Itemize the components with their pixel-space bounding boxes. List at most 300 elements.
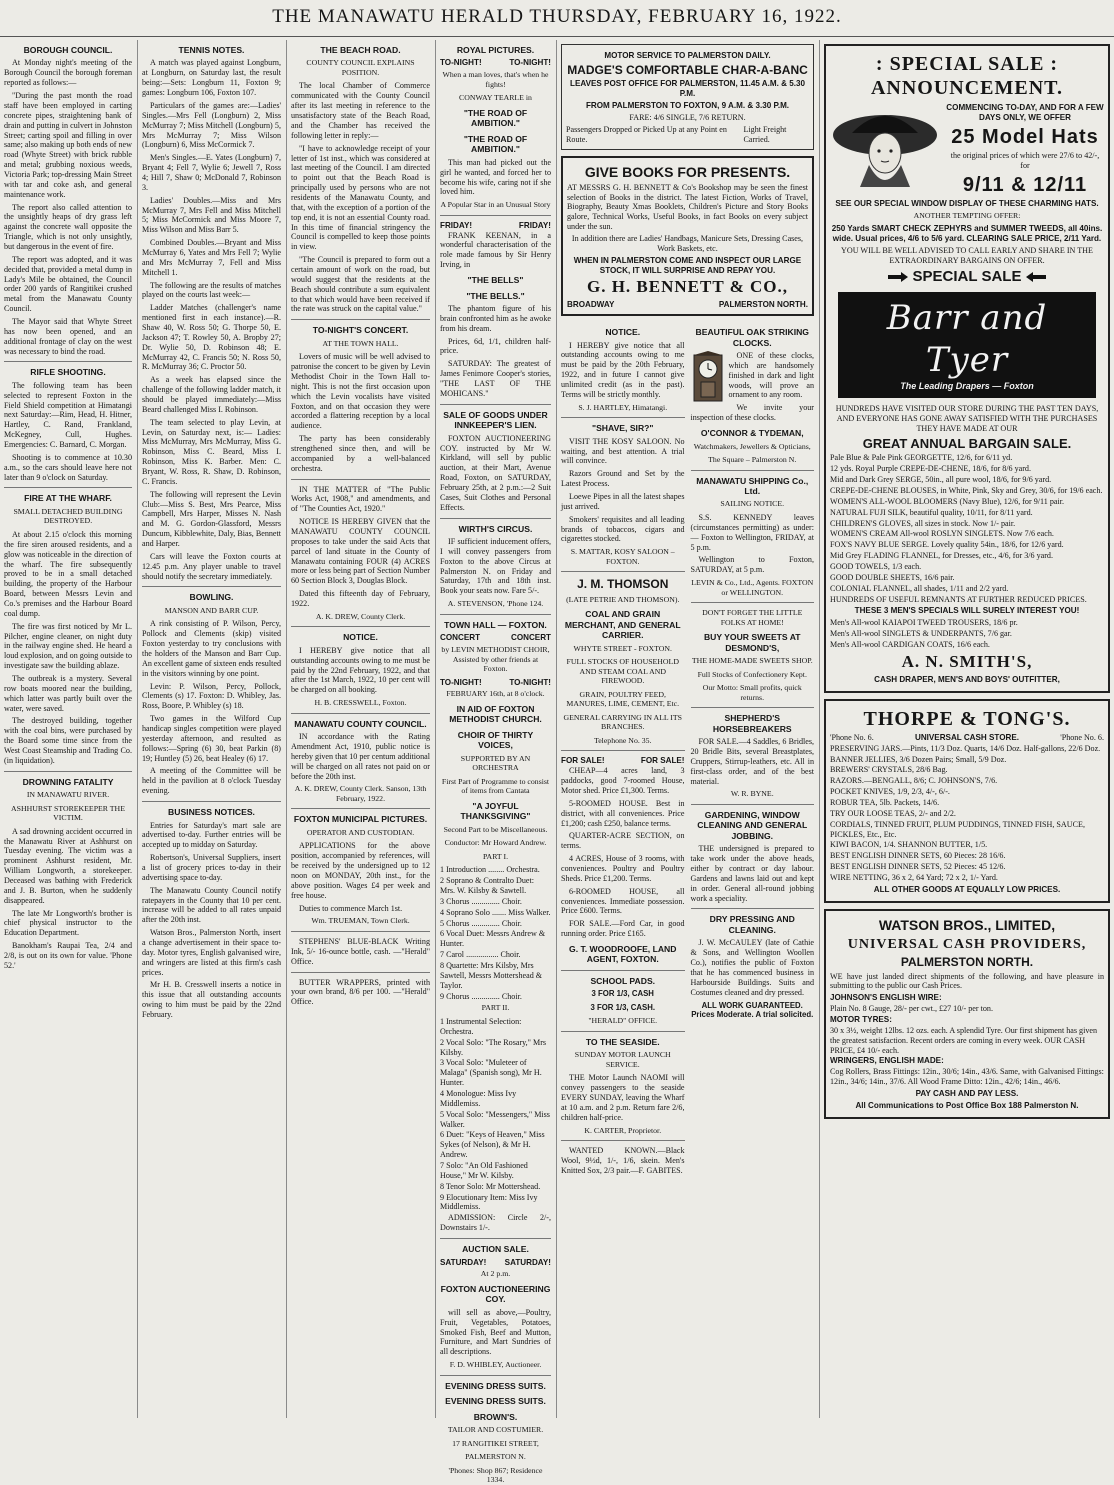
- motto: Our Motto: Small profits, quick returns.: [702, 683, 802, 702]
- article-paragraph: Combined Doubles.—Bryant and Miss McMurray 6, Yates and Mrs Fell 7; Wylie and Mrs McMurray 7, Fell and Miss Mitchell 1.: [142, 238, 281, 277]
- programme-item: 9 Chorus .............. Choir.: [440, 991, 522, 1001]
- saturday-label: SATURDAY!: [440, 1257, 487, 1267]
- concert-line: First Part of Programme to consist of items from Cantata: [441, 776, 550, 796]
- product-detail: 30 x 3½, weight 12lbs. 12 ozs. each. A splendid Tyre. Our first shipment has given the greatest satisfaction. Recent orders are coming in every week. OUR CASH PRICE, £4 10/- each.: [830, 1025, 1098, 1055]
- beach-road-subheading: COUNTY COUNCIL EXPLAINS POSITION.: [306, 58, 415, 77]
- thomson-line: GRAIN, POULTRY FEED, MANURES, LIME, CEMENT, Etc.: [566, 689, 680, 709]
- article-paragraph: Mr H. B. Cresswell inserts a notice in this issue that all outstanding accounts owing to him must be paid by the 22nd February.: [142, 980, 281, 1019]
- seaside-subheading: SUNDAY MOTOR LAUNCH SERVICE.: [574, 1050, 671, 1069]
- film-synopsis: The phantom figure of his brain confronted him as he awoke from his dream.: [440, 303, 551, 333]
- drowning-subheading: IN MANAWATU RIVER.: [26, 790, 110, 800]
- rifle-shooting-heading: RIFLE SHOOTING.: [30, 367, 106, 378]
- article-paragraph: The report was adopted, and it was decided that, provided a metal dump in Lady's Mile be obtained, the Council order 200 yards of Rangitikei crushed metal from the Manawatu County Council.: [4, 254, 132, 314]
- programme-item: 1 Introduction ........ Orchestra.: [440, 865, 540, 875]
- tonight-label: TO-NIGHT!: [440, 58, 482, 68]
- grocery-item: KIWI BACON, 1/4. SHANNON BUTTER, 1/5.: [830, 840, 988, 850]
- grocery-item: BREWERS' CRYSTALS, 28/6 Bag.: [830, 765, 948, 775]
- programme-item: 5 Chorus .............. Choir.: [440, 918, 522, 928]
- special-sale-banner: [830, 268, 1104, 286]
- divider: [291, 626, 430, 627]
- tennis-heading: TENNIS NOTES.: [178, 45, 245, 55]
- film-synopsis: SATURDAY: The greatest of James Fenimore Cooper's stories, "THE LAST OF THE MOHICANS.": [440, 359, 551, 398]
- property-listing: 5-ROOMED HOUSE. Best in district, with all conveniences. Price £1,200; cash £250, balance terms.: [561, 798, 685, 828]
- film-synopsis: This man had picked out the girl he wanted, and forced her to become his wife, caring not if she loved him.: [440, 157, 551, 197]
- divider: [691, 804, 815, 805]
- divider: [291, 479, 430, 480]
- concert-banner: [440, 633, 551, 643]
- programme-item: 8 Quartette: Mrs Kilsby, Mrs Sawtell, Messrs Mottershead & Taylor.: [440, 961, 543, 990]
- article-paragraph: Entries for Saturday's mart sale are advertised to-day. Further entries will be accepted up to midday on Saturday.: [142, 820, 281, 850]
- divider: [4, 487, 132, 488]
- property-listing: 6-ROOMED HOUSE, all conveniences. Immediate possession. Price £600. Terms.: [561, 886, 685, 916]
- thomson-line: FULL STOCKS OF HOUSEHOLD AND STEAM COAL AND FIREWOOD.: [566, 657, 679, 686]
- innkeeper-sale-heading: SALE OF GOODS UNDER INNKEEPER'S LIEN.: [443, 409, 548, 431]
- watson-bros-city: PALMERSTON NORTH.: [900, 954, 1034, 969]
- programme-item: 2 Vocal Solo: "The Rosary," Mrs Kilsby.: [440, 1037, 547, 1057]
- shipping-agent: LEVIN & Co., Ltd., Agents. FOXTON or WELLINGTON.: [691, 578, 814, 597]
- thomson-heading: J. M. THOMSON: [577, 577, 669, 592]
- sweets-line: BUY YOUR SWEETS AT DESMOND'S,: [703, 632, 801, 653]
- mens-special-item: Men's All-wool SINGLETS & UNDERPANTS, 7/6 gar.: [830, 629, 1012, 639]
- tonight-banner: [440, 678, 551, 688]
- thomson-line: WHYTE STREET - FOXTON.: [573, 643, 672, 653]
- guarantee-note: ALL WORK GUARANTEED. Prices Moderate. A trial solicited.: [691, 1000, 814, 1020]
- gardening-paragraph: THE undersigned is prepared to take work under the above heads, either by contract or day labour. Gardens and lawns laid out and kept in order. General all-round jobbing work a speciality.: [690, 844, 814, 903]
- signature: A. K. DREW, County Clerk. Sanson, 13th February, 1922.: [294, 784, 427, 803]
- for-sale-banner: [561, 756, 685, 766]
- programme-part-heading: PART II.: [481, 1003, 510, 1013]
- dry-cleaning-heading: DRY PRESSING AND CLEANING.: [709, 914, 795, 935]
- bennett-street: BROADWAY: [567, 300, 615, 310]
- article-paragraph: The following are the results of matches played on the courts last week:—: [142, 280, 281, 300]
- municipal-pictures-subheading: OPERATOR AND CUSTODIAN.: [306, 827, 415, 837]
- divider: [142, 801, 281, 802]
- hundreds-line: HUNDREDS HAVE VISITED OUR STORE DURING THE PAST TEN DAYS, AND EVERYONE HAS GONE AWAY SATISFIED WITH THE PURCHASES THEY HAVE MADE AT OUR: [835, 404, 1099, 433]
- sale-items-list: [830, 453, 1104, 604]
- article-paragraph: Two games in the Wilford Cup handicap singles competition were played yesterday afternoon, and resulted as follows:—Spring (6) 30, beat Parkin (8) 19; Huntley (5) 26, beat Healey (6) 17.: [142, 714, 281, 763]
- model-hats-headline: 25 Model Hats: [951, 125, 1099, 148]
- divider: [4, 361, 132, 362]
- divider: [440, 1238, 551, 1239]
- evening-suits-heading: EVENING DRESS SUITS.: [445, 1396, 546, 1407]
- property-listing: CHEAP—4 acres land, 3 paddocks, good 7-roomed House, Motor shed. Price £1,300. Terms.: [561, 766, 685, 795]
- grocery-item: ROBUR TEA, 5lb. Packets, 14/6.: [830, 798, 940, 808]
- pointing-hand-icon: [888, 272, 908, 282]
- programme-item: 7 Carol ................ Choir.: [440, 950, 521, 960]
- drowning-heading: DROWNING FATALITY: [22, 776, 114, 787]
- watson-bros-intro: WE have just landed direct shipments of the following, and have pleasure in submitting to the public our Cash Prices.: [830, 971, 1104, 991]
- phone-number: 'Phone No. 6.: [1060, 732, 1104, 742]
- browns-line: 'Phones: Shop 867; Residence 1334.: [448, 1465, 543, 1485]
- concert-subheading: AT THE TOWN HALL.: [322, 338, 399, 348]
- signature: A. K. DREW, County Clerk.: [315, 611, 406, 621]
- horsebreakers-heading: SHEPHERD'S HORSEBREAKERS: [712, 713, 792, 734]
- divider: [561, 750, 685, 751]
- divider: [561, 571, 685, 572]
- municipal-pictures-heading: FOXTON MUNICIPAL PICTURES.: [293, 814, 428, 825]
- grocery-item: BEST ENGLISH DINNER SETS, 52 Pieces: 45 12/6.: [830, 862, 1006, 872]
- film-title: "THE ROAD OF AMBITION.": [463, 133, 528, 155]
- bowling-heading: BOWLING.: [189, 592, 234, 603]
- programme-item: 4 Soprano Solo ....... Miss Walker.: [440, 907, 551, 917]
- tonight-label: TO-NIGHT!: [509, 677, 551, 687]
- article-paragraph: Levin: P. Wilson, Percy, Pollock, Clements (s) 17. Foxton: D. Whibley, Jas. Ross, Boore, P. Whibley (s) 18.: [142, 681, 281, 711]
- oconnor-sub: Watchmakers, Jewellers & Opticians,: [693, 441, 811, 451]
- programme-part-heading: PART I.: [482, 851, 509, 861]
- watson-bros-list: [830, 993, 1104, 1087]
- signature: W. R. BYNE.: [730, 789, 774, 799]
- sale-item: WOMEN'S CREAM All-wool ROSLYN SINGLETS. Now 7/6 each.: [830, 529, 1054, 539]
- confectionery-note: Full Stocks of Confectionery Kept.: [697, 669, 807, 679]
- article-paragraph: The destroyed building, together with the coal bins, were purchased by the Board some time since from the West Coast Steamship and Trading Co. (in liquidation).: [4, 716, 132, 765]
- notice-heading: NOTICE.: [343, 632, 378, 643]
- barr-and-tyer-logo-name: Barr and Tyer: [886, 298, 1048, 380]
- film-prices: Prices, 6d, 1/1, children half-price.: [440, 336, 551, 356]
- saturday-banner: [440, 1258, 551, 1268]
- herald-office: "HERALD" OFFICE.: [588, 1016, 658, 1026]
- land-agent-name: G. T. WOODROOFE, LAND AGENT, FOXTON.: [569, 943, 677, 965]
- special-sale-heading: : SPECIAL SALE : ANNOUNCEMENT.: [870, 53, 1064, 100]
- town-hall-heading: TOWN HALL — FOXTON.: [444, 619, 547, 630]
- great-sale-heading: GREAT ANNUAL BARGAIN SALE.: [862, 435, 1072, 451]
- for-sale-label: FOR SALE!: [561, 756, 605, 766]
- grocery-item: WIRE NETTING, 36 x 2, 64 Yard; 72 x 2, 1/- Yard.: [830, 873, 998, 883]
- special-sale-line: SEE OUR SPECIAL WINDOW DISPLAY OF THESE CHARMING HATS.: [835, 199, 1099, 208]
- article-paragraph: A rink consisting of P. Wilson, Percy, Pollock and Clements (skip) visited Foxton yesterday to try conclusions with the holders of the Manson and Barr Cup. An excellent game of sixteen ends resulted in the visitors winning by one point.: [142, 619, 281, 678]
- programme-item: 7 Solo: "An Old Fashioned House," Mr W. Kilsby.: [440, 1161, 528, 1180]
- shave-paragraph: VISIT THE KOSY SALOON. No waiting, and best attention. A trial will convince.: [561, 436, 685, 466]
- sweets-line: DON'T FORGET THE LITTLE FOLKS AT HOME!: [702, 608, 803, 627]
- film-star: CONWAY TEARLE in: [459, 93, 532, 103]
- thomson-line: (LATE PETRIE AND THOMSON).: [566, 594, 680, 604]
- sale-item: CHILDREN'S GLOVES, all sizes in stock. Now 1/- pair.: [830, 518, 1016, 528]
- wanted-known-advert: WANTED KNOWN.—Black Wool, 9½d, 1/-, 1/6, skein. Men's Knitted Sox, 2/3 pair.—F. GABITES.: [561, 1146, 685, 1175]
- programme-item: 4 Monologue: Miss Ivy Middlemiss.: [440, 1089, 517, 1108]
- shipping-heading: MANAWATU SHIPPING Co., Ltd.: [696, 475, 809, 496]
- column-entertainment: [435, 40, 555, 1485]
- browns-line: TAILOR AND COSTUMIER.: [447, 1425, 544, 1435]
- friday-label: FRIDAY!: [518, 220, 551, 230]
- programme-item: 9 Elocutionary Item: Miss Ivy Middlemiss.: [440, 1192, 538, 1212]
- property-listing: FOR SALE.—Ford Car, in good running order. Price £165.: [561, 919, 685, 939]
- article-paragraph: The report also called attention to the unsightly heaps of dry grass left against the concrete wall opposite the Triangle, which is not only unsightly, but dangerous in the event of fire.: [4, 202, 132, 251]
- pay-cash-slogan: PAY CASH AND PAY LESS.: [915, 1089, 1019, 1099]
- article-paragraph: APPLICATIONS for the above position, accompanied by references, will be received by the undersigned up to 12 noon on MONDAY, 20th inst., for the above position. Wages £4 per week and free house.: [291, 841, 430, 900]
- column-sports: [137, 40, 285, 1418]
- auction-heading: AUCTION SALE.: [462, 1244, 529, 1255]
- tonight-banner: [440, 58, 551, 68]
- film-tagline: A Popular Star in an Unusual Story: [440, 200, 551, 210]
- watson-bros-name: WATSON BROS., LIMITED,: [878, 916, 1056, 933]
- article-paragraph: Lovers of music will be well advised to patronise the concert to be given by Levin Methodist Choir in the Town Hall to-night. This is not the first occasion upon which the Levin vocalists have visited Foxton, and on that occasion they were accorded a flattering reception by a local audience.: [291, 352, 430, 431]
- article-paragraph: Shooting is to commence at 10.30 a.m., so the cars should leave here not later than 9 o'clock on Saturday.: [4, 452, 132, 482]
- divider: [291, 713, 430, 714]
- seaside-heading: TO THE SEASIDE.: [585, 1036, 660, 1047]
- article-paragraph: "I have to acknowledge receipt of your letter of 1st inst., which was considered at last meeting of the Council. I am directed to point out that the Beach Road is principally used by persons who are not residents of the Manawatu County, and that, with the exception of a portion of the top end, it is not an essential County road. In this time of financial stringency the Council is compelled to keep those points in view.: [291, 143, 430, 252]
- clocks-paragraph: ONE of these clocks, which are handsomely finished in dark and light woods, will prove an ornament to any room.: [728, 351, 814, 400]
- article-paragraph: A sad drowning accident occurred in the Manawatu River at Ashhurst on Tuesday evening. The victim was a prominent Ashhurst resident, Mr. William Longworth, a storekeeper. Deceased was bathing with Frederick and J. B. Burton, when he suddenly disappeared.: [4, 826, 132, 905]
- special-sale-line: the original prices of which were 27/6 to 42/-, for: [950, 150, 1100, 170]
- divider: [691, 908, 815, 909]
- sale-item: COLONIAL FLANNEL, all shades, 1/11 and 2/2 yard.: [830, 583, 1009, 593]
- programme-item: 1 Instrumental Selection: Orchestra.: [440, 1016, 522, 1036]
- signature: F. D. WHIBLEY, Auctioneer.: [449, 1360, 542, 1370]
- communications-note: All Communications to Post Office Box 188 Palmerston N.: [855, 1100, 1079, 1110]
- concert-line: Conductor: Mr Howard Andrew.: [444, 838, 547, 848]
- article-paragraph: The fire was first noticed by Mr L. Pilcher, engine cleaner, on night duty in the railway engine shed. He heard a loud explosion, and on going outside to investigate saw the building ablaze.: [4, 621, 132, 671]
- bennett-city: PALMERSTON NORTH.: [718, 300, 808, 310]
- thomson-line: COAL AND GRAIN MERCHANT, AND GENERAL CARRIER.: [564, 609, 681, 641]
- article-paragraph: At about 2.15 o'clock this morning the fire siren aroused residents, and a glow was noticeable in the direction of the wharf. The fire subsequently proved to be in a small detached building, the property of the Harbour Board, between Messrs Levin and Co.'s premises and the Harbour Board coal dump.: [4, 529, 132, 618]
- books-heading: GIVE BOOKS FOR PRESENTS.: [584, 163, 791, 180]
- signature: H. B. CRESSWELL, Foxton.: [314, 698, 407, 708]
- another-offer-heading: ANOTHER TEMPTING OFFER:: [913, 210, 1021, 220]
- sale-item: FOX'S NAVY BLUE SERGE. Lovely quality 54in., 18/6, for 12/6 yard.: [830, 540, 1064, 550]
- column-advertisements: [556, 40, 818, 1418]
- article-paragraph: The late Mr Longworth's brother is chief physical instructor to the Education Department.: [4, 908, 132, 938]
- article-paragraph: The following team has been selected to represent Foxton in the Field Shield competition at Himatangi next Saturday:—Rim, Head, H. Hitner, Hartley, C. Rand, Frankland, McKegney, Cull, Hughes. Emergencies: C. Barnard, C. Morgan.: [4, 380, 132, 450]
- concert-line: Second Part to be Miscellaneous.: [443, 824, 548, 834]
- browns-line: 17 RANGITIKEI STREET,: [452, 1438, 539, 1448]
- grocery-item: BEST ENGLISH DINNER SETS, 60 Pieces: 28 16/6.: [830, 851, 1006, 861]
- article-paragraph: A match was played against Longburn, at Longburn, on Saturday last, the result being:—Sets: Longburn 11, Foxton 9; games: Longburn 106, Foxton 107.: [142, 58, 281, 98]
- clock-icon: [691, 351, 725, 403]
- phone-number: 'Phone No. 6.: [830, 732, 874, 742]
- shave-paragraph: Razors Ground and Set by the Latest Process.: [561, 469, 685, 489]
- pointing-hand-icon: [1026, 272, 1046, 282]
- signature: S. J. HARTLEY, Himatangi.: [578, 402, 668, 412]
- grocery-item: TRY OUR LOOSE TEAS, 2/- and 2/2.: [830, 808, 956, 818]
- thorpe-phones: [830, 733, 1104, 743]
- business-notices-heading: BUSINESS NOTICES.: [168, 807, 255, 818]
- watson-bros-advert: [824, 909, 1110, 1119]
- divider: [4, 771, 132, 772]
- signature: S. MATTAR, KOSY SALOON – FOXTON.: [570, 547, 675, 566]
- film-synopsis: FRANK KEENAN, in a wonderful characterisation of the role made famous by Sir Henry Irving, in: [440, 230, 551, 270]
- divider: [561, 417, 685, 418]
- sale-item: 12 yds. Royal Purple CREPE-DE-CHENE, 18/6, for 8/6 yard.: [830, 464, 1031, 474]
- advice-line: YOU WILL BE WELL ADVISED TO CALL EARLY AND SHARE IN THE EXTRAORDINARY BARGAINS ON OFFER.: [841, 246, 1093, 265]
- divider: [691, 707, 815, 708]
- oconnor-name: O'CONNOR & TYDEMAN,: [700, 428, 804, 439]
- divider: [561, 970, 685, 971]
- concert-label: CONCERT: [440, 633, 481, 643]
- thorpe-tong-subtitle: UNIVERSAL CASH STORE.: [914, 732, 1020, 742]
- barr-and-tyer-tagline: The Leading Drapers — Foxton: [900, 381, 1034, 392]
- circus-heading: WIRTH'S CIRCUS.: [458, 523, 533, 534]
- grocery-item: BANNER JELLIES, 3/6 Dozen Pairs; Small, 5/9 Doz.: [830, 754, 1007, 764]
- sale-item: Pale Blue & Pale Pink GEORGETTE, 12/6, for 6/11 yd.: [830, 453, 1013, 463]
- sale-item: WOMEN'S ALL-WOOL BLOOMERS (Navy Blue), 12/6, for 9/11 pair.: [830, 496, 1064, 506]
- browns-heading: BROWN'S.: [473, 1411, 518, 1422]
- product-detail: Cog Rollers, Brass Fittings: 12in., 30/6; 14in., 43/6. Same, with Galvanised Fittings: 12in., 34/6; 14in., 37/6. All Wood Frame Ditto: 12in., 42/6; 14in., 46/6.: [830, 1067, 1104, 1087]
- programme-item: 2 Soprano & Contralto Duet: Mrs. W. Kilsby & Sawtell.: [440, 876, 534, 896]
- divider: [440, 1375, 551, 1376]
- seaside-paragraph: THE Motor Launch NAOMI will convey passengers to the seaside EVERY SUNDAY, leaving the Wharf at 10 a.m. and 2 p.m. Return fare 2/6, children half-price.: [561, 1073, 685, 1122]
- tonight-label: TO-NIGHT!: [509, 58, 551, 68]
- article-paragraph: IF sufficient inducement offers, I will convey passengers from Foxton to the above Circus at Palmerston N. on Friday and Saturday, 17th and 18th inst. Book your seats now. Fare 5/-.: [440, 537, 551, 596]
- concert-line: by LEVIN METHODIST CHOIR, Assisted by other friends at Foxton.: [441, 645, 550, 674]
- film-title: "THE BELLS.": [466, 290, 525, 301]
- product-heading: WRINGERS, ENGLISH MADE:: [830, 1056, 944, 1066]
- programme-list: [440, 865, 551, 1001]
- motor-service-note: Light Freight Carried.: [743, 124, 787, 144]
- film-tagline: When a man loves, that's when he fights!: [442, 70, 549, 89]
- article-paragraph: Robertson's, Universal Suppliers, insert a list of grocery prices to-day in their advertising space to-day.: [142, 853, 281, 882]
- article-paragraph: The outbreak is a mystery. Several row boats moored near the building, which latter was partly built over the water, were saved.: [4, 674, 132, 713]
- thorpe-tong-name: THORPE & TONG'S.: [863, 707, 1071, 730]
- article-paragraph: Ladder Matches (challenger's name mentioned first in each instance).—R. Shaw 40, W. Ross 50; G. Thorpe 50, E. Jackson 47; T. Rowley 50, A. Bropby 27; Dr. Wylie 50, D. Robinson 48; E. McMurray 42, C. Francis 50; N. Ross 50, R. McMurray 36; C. Proctor 50.: [142, 303, 281, 372]
- thomson-line: GENERAL CARRYING IN ALL ITS BRANCHES.: [563, 712, 683, 732]
- article-paragraph: NOTICE IS HEREBY GIVEN that the MANAWATU COUNTY COUNCIL proposes to take under the said Acts that parcel of land situate in the County of Manawatu containing FOUR (4) ACRES more or less being part of Section Number 60 Section Block 3, Douglas Block.: [291, 517, 430, 586]
- divider: [440, 518, 551, 519]
- two-column-section: [561, 322, 814, 1179]
- divider: [440, 614, 551, 615]
- concert-line: CHOIR OF THIRTY VOICES,: [457, 729, 534, 751]
- article-paragraph: Dated this fifteenth day of February, 1922.: [291, 589, 430, 608]
- signature: K. CARTER, Proprietor.: [584, 1125, 662, 1135]
- motor-service-line: LEAVES POST OFFICE FOR PALMERSTON, 11.45 A.M. & 5.30 P.M.: [570, 79, 805, 99]
- dry-cleaning-paragraph: J. W. McCAULEY (late of Cathie & Sons, and Wellington Woollen Co.), notifies the public of Foxton that he has commenced business in Harbourside Buildings. Suits and Costumes cleaned and dry pressed.: [690, 938, 814, 997]
- concert-line: FEBRUARY 16th, at 8 o'clock.: [446, 689, 545, 699]
- grocery-item: POCKET KNIVES, 1/9, 2/3, 4/-, 6/-.: [830, 787, 950, 797]
- evening-suits-heading: EVENING DRESS SUITS.: [445, 1380, 546, 1391]
- special-sale-line: COMMENCING TO-DAY, AND FOR A FEW DAYS ONLY, WE OFFER: [946, 102, 1104, 122]
- article-paragraph: Banokham's Raupai Tea, 2/4 and 2/8, is out on its own for value. 'Phone 52.': [4, 941, 132, 970]
- motor-service-line: FARE: 4/6 SINGLE, 7/6 RETURN.: [629, 113, 746, 123]
- left-subcolumn: [561, 322, 685, 1179]
- article-paragraph: The Manawatu County Council notify ratepayers in the County that 10 per cent. increase will be added to all rates unpaid after the 20th inst.: [142, 885, 281, 925]
- notice-heading: NOTICE.: [605, 327, 641, 338]
- article-paragraph: Men's Singles.—E. Yates (Longburn) 7, Bryant 4; Fell 7, Wylie 6; Jewell 7, Ross 4; Hill 7, Shaw 0; McDonald 7, Robinson 3.: [142, 153, 281, 192]
- shipping-paragraph: Wellington to Foxton, SATURDAY, at 5 p.m.: [690, 555, 814, 575]
- signature: A. STEVENSON, 'Phone 124.: [447, 599, 544, 609]
- concert-label: CONCERT: [510, 633, 551, 643]
- zephyrs-offer: 250 Yards SMART CHECK ZEPHYRS and SUMMER TWEEDS, all 40ins. wide. Usual prices, 4/6 to 5/6 yard. CLEARING SALE PRICE, 2/11 Yard.: [831, 224, 1103, 244]
- article-paragraph: "During the past month the road staff have been employed in carting concrete pipes, straightening bank of drain and putting in culvert in Johnston Street; carting spoil and filling in over same; also making up both ends of new road (Whyte Street) with brick rubble and metal; grubbing noxious weeds, Victoria Park; top-dressing Main Street with tar and coke ash, and general maintenance work.: [4, 91, 132, 199]
- books-paragraph: AT MESSRS G. H. BENNETT & Co's Bookshop may be seen the finest selection of Books in the district. The latest Fiction, Works of Travel, Biography, Beauty Xmas Booklets, Children's Picture and Story Books galore, Technical Works, Useful Books, in fact Books on every subject under the sun.: [567, 182, 808, 232]
- oconnor-address: The Square – Palmerston N.: [708, 455, 797, 465]
- article-paragraph: The local Chamber of Commerce communicated with the County Council after its last meeting in reference to the unsatisfactory state of the Beach Road, and the Chamber has received the following letter in reply:—: [291, 81, 430, 140]
- product-heading: JOHNSON'S ENGLISH WIRE:: [830, 993, 942, 1003]
- mens-special-item: Men's All-wool KAIAPOI TWEED TROUSERS, 18/6 pr.: [830, 618, 1018, 628]
- divider: [291, 931, 430, 932]
- sale-item: GOOD DOUBLE SHEETS, 16/6 pair.: [830, 572, 955, 582]
- concert-line: IN AID OF FOXTON METHODIST CHURCH.: [449, 703, 542, 725]
- sale-item: NATURAL FUJI SILK, beautiful quality, 10/11, for 8/11 yard.: [830, 507, 1033, 517]
- drowning-subheading: ASHHURST STOREKEEPER THE VICTIM.: [11, 803, 125, 823]
- clocks-paragraph: We invite your inspection of these clocks.: [690, 403, 814, 423]
- film-title: "THE ROAD OF AMBITION.": [463, 107, 528, 129]
- shipping-paragraph: S.S. KENNEDY leaves (circumstances permitting) as under:— Foxton to Wellington, FRIDAY, at 5 p.m.: [690, 512, 814, 552]
- divider: [561, 1031, 685, 1032]
- divider: [291, 808, 430, 809]
- article-paragraph: I HEREBY give notice that all outstanding accounts owing to me must be paid by the 22nd February, 1922, and that after the 1st March, 1922, 10 per cent will be charged on all booking.: [291, 645, 430, 695]
- column-drapers: [819, 40, 1114, 1418]
- divider: [561, 1140, 685, 1141]
- gardening-heading: GARDENING, WINDOW CLEANING AND GENERAL JOBBING.: [697, 809, 808, 841]
- shave-paragraph: Loewe Pipes in all the latest shapes just arrived.: [561, 491, 685, 511]
- programme-item: 8 Tenor Solo: Mr Mottershead.: [440, 1181, 541, 1191]
- product-heading: MOTOR TYRES:: [830, 1015, 892, 1024]
- notice-paragraph: I HEREBY give notice that all outstanding accounts owing to me must be paid by the 20th February, 1922, and in future I cannot give unlimited credit (as in the past). Terms will be strictly monthly.: [561, 340, 685, 399]
- school-pads-price: 3 FOR 1/3, CASH: [591, 989, 654, 999]
- column-notices: [286, 40, 434, 1418]
- motor-service-advert: [561, 44, 814, 150]
- concert-line: SUPPORTED BY AN ORCHESTRA: [460, 753, 531, 773]
- divider: [291, 972, 430, 973]
- motor-service-heading: MOTOR SERVICE TO PALMERSTON DAILY.: [604, 51, 771, 60]
- product-detail: Plain No. 8 Gauge, 28/- per cwt., £27 10/- per ton.: [830, 1004, 993, 1014]
- programme-item: 3 Vocal Solo: "Muleteer of Malaga" (Spanish song), Mr H. Hunter.: [440, 1058, 542, 1088]
- motor-service-line: FROM PALMERSTON TO FOXTON, 9 A.M. & 3.30 P.M.: [585, 101, 790, 111]
- concert-heading: TO-NIGHT'S CONCERT.: [312, 325, 409, 336]
- butter-wrappers-advert: BUTTER WRAPPERS, printed with your own brand, 8/6 per 100. —"Herald" Office.: [291, 977, 430, 1007]
- royal-pictures-heading: ROYAL PICTURES.: [456, 45, 535, 55]
- grocery-item: PRESERVING JARS.—Pints, 11/3 Doz. Quarts, 14/6 Doz. Half-gallons, 22/6 Doz.: [830, 743, 1101, 753]
- column-local-news: [0, 40, 136, 1418]
- mens-specials-list: [830, 618, 1104, 650]
- shave-heading: "SHAVE, SIR?": [592, 423, 654, 434]
- public-works-notice-title: IN THE MATTER of "The Public Works Act, 1908," and amendments, and of "The Counties Act, 1920.": [291, 484, 430, 514]
- sale-item: Mid Grey FLADING FLANNEL, for Dresses, etc., 4/6, for 3/6 yard.: [830, 551, 1053, 561]
- school-pads-heading: SCHOOL PADS.: [590, 975, 656, 986]
- borough-council-heading: BOROUGH COUNCIL.: [23, 45, 113, 55]
- books-paragraph: In addition there are Ladies' Handbags, Manicure Sets, Dressing Cases, Work Baskets, etc.: [571, 234, 804, 253]
- sweets-line: THE HOME-MADE SWEETS SHOP.: [691, 656, 813, 666]
- sale-item: GOOD TOWELS, 1/3 each.: [830, 562, 922, 572]
- divider: [142, 586, 281, 587]
- auction-line: At 2 p.m.: [480, 1269, 511, 1279]
- article-paragraph: IN accordance with the Rating Amendment Act, 1910, public notice is hereby given that 10 per centum additional will be charged on all rates not paid on or before the 20th inst.: [291, 732, 430, 781]
- bennett-name: G. H. BENNETT & CO.,: [586, 277, 789, 297]
- books-paragraph: WHEN IN PALMERSTON COME AND INSPECT OUR LARGE STOCK, IT WILL SURPRISE AND REPAY YOU.: [573, 255, 802, 275]
- article-paragraph: Duties to commence March 1st.: [299, 903, 403, 913]
- barr-and-tyer-logo: [838, 292, 1096, 398]
- shave-paragraph: Smokers' requisites and all leading brands of tobaccos, cigars and cigarettes stocked.: [561, 514, 685, 544]
- friday-label: FRIDAY!: [440, 220, 473, 230]
- film-title: "THE BELLS": [467, 275, 524, 286]
- article-paragraph: FOXTON AUCTIONEERING COY. instructed by Mr W. Kirkland, will sell by public auction, at their Mart, Avenue Road, Foxton, on SATURDAY, February 25th, at 2 p.m.:—2 Suit Cases, Suit Clothes and Personal Effects.: [440, 433, 551, 512]
- motor-service-footer: [566, 125, 809, 145]
- property-listing: 4 ACRES, House of 3 rooms, with conveniences. Poultry and Poultry Sheds. Price £1,200. Terms.: [561, 854, 685, 883]
- smith-subtitle: CASH DRAPER, MEN'S AND BOYS' OUTFITTER,: [874, 674, 1060, 684]
- special-sale-label: SPECIAL SALE: [912, 267, 1022, 285]
- thorpe-tong-footer: ALL OTHER GOODS AT EQUALLY LOW PRICES.: [873, 884, 1061, 894]
- fire-subheading: SMALL DETACHED BUILDING DESTROYED.: [13, 506, 123, 526]
- bennett-address: [567, 300, 808, 310]
- masthead: THE MANAWATU HERALD THURSDAY, FEBRUARY 16, 1922.: [0, 0, 1114, 37]
- programme-item: 3 Chorus .............. Choir.: [440, 896, 522, 906]
- beach-road-heading: THE BEACH ROAD.: [320, 45, 401, 55]
- horsebreakers-paragraph: FOR SALE.—4 Saddles, 6 Bridles, 20 Bridle Bits, several Breastplates, Cruppers, Stirrup-leathers, etc. All in first-class order, and of the best material.: [690, 737, 814, 786]
- thorpe-items-list: [830, 744, 1104, 883]
- sale-item: Mid and Dark Grey SERGE, 50in., all pure wool, 18/6, for 9/6 yard.: [830, 475, 1052, 485]
- grocery-item: CORDIALS, TINNED FRUIT, PLUM PUDDINGS, TINNED FISH, SAUCE, PICKLES, Etc., Etc.: [830, 819, 1085, 839]
- smith-name: A. N. SMITH'S,: [901, 651, 1033, 671]
- divider: [691, 602, 815, 603]
- signature: Wm. TRUEMAN, Town Clerk.: [311, 916, 410, 926]
- mens-specials-heading: THESE 3 MEN'S SPECIALS WILL SURELY INTEREST YOU!: [854, 606, 1080, 616]
- programme-item: 6 Vocal Duet: Messrs Andrew & Hunter.: [440, 929, 546, 949]
- property-listing: QUARTER-ACRE SECTION, on terms.: [561, 831, 685, 851]
- mens-special-item: Men's All-wool CARDIGAN COATS, 16/6 each.: [830, 640, 990, 650]
- county-council-heading: MANAWATU COUNTY COUNCIL.: [294, 718, 427, 729]
- browns-line: PALMERSTON N.: [465, 1452, 526, 1462]
- programme-item: 6 Duet: "Keys of Heaven," Miss Sykes (of Nelson), & Mr H. Andrew.: [440, 1130, 545, 1160]
- divider: [440, 215, 551, 216]
- thorpe-tong-advert: [824, 699, 1110, 903]
